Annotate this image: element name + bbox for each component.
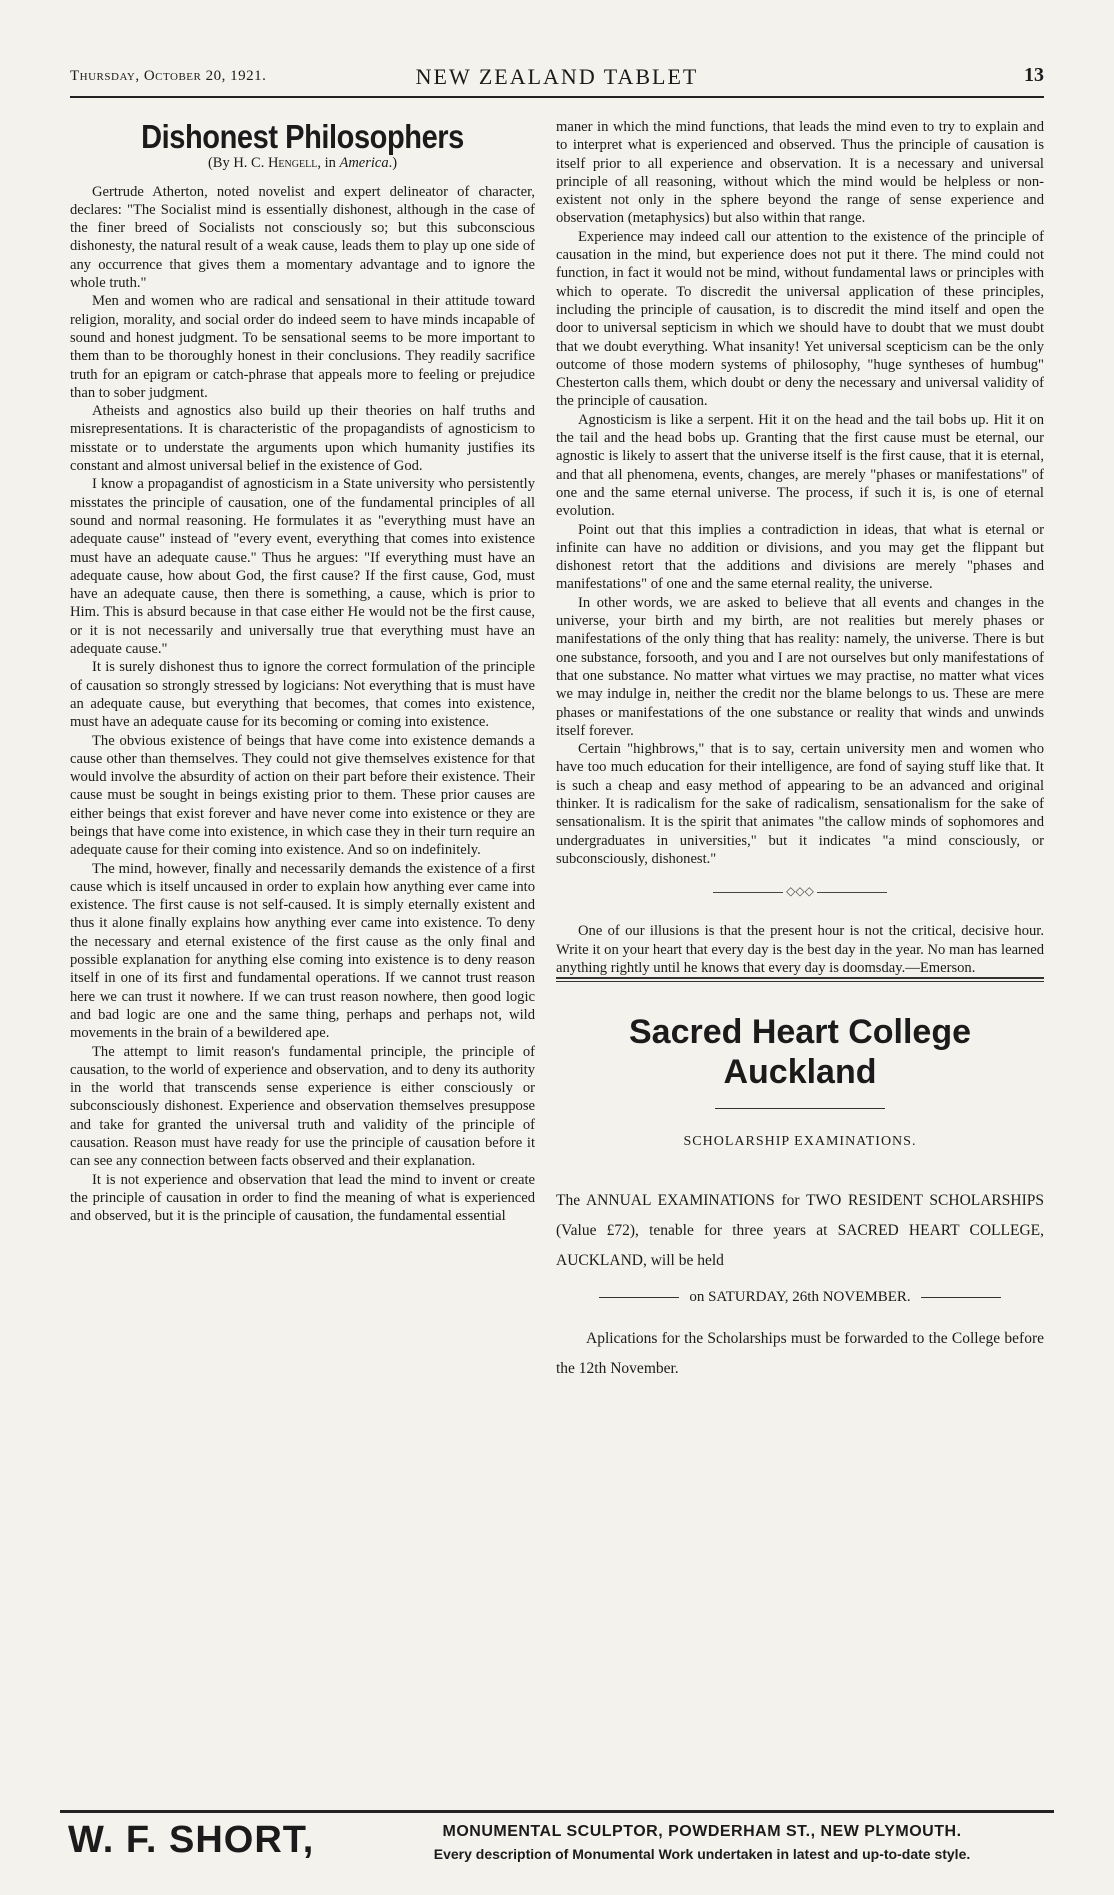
advert-rule bbox=[715, 1108, 885, 1109]
article-paragraph: In other words, we are asked to believe that all events and changes in the universe, your birth and my birth, are not realities but merely phases or manifestations of the only thing that has reality: namely, the universe. There is but one substance, forsooth, and you and I are not ourselves but only manifestations of that one substance. No matter what virtues we may practise, no matter what vices we may indulge in, neither the credit nor the blame belongs to us. These are mere phases or manifestations of the one substance or reality that winds and unwinds itself forever. bbox=[556, 594, 1044, 739]
advert-subtitle: SCHOLARSHIP EXAMINATIONS. bbox=[683, 1134, 917, 1150]
issue-date: Thursday, October 20, 1921. bbox=[70, 68, 267, 84]
section-ornament bbox=[556, 882, 1044, 900]
article-paragraph: Point out that this implies a contradiction in ideas, that what is eternal or infinite can have no addition or divisions, and you may get the flippant but dishonest retort that the additions and divisions are merely "phases and manifestations" of one and the same eternal reality, the universe. bbox=[556, 521, 1044, 593]
article-paragraph: Atheists and agnostics also build up their theories on half truths and misrepresentations. It is characteristic of the propagandists of agnosticism to misstate or to understate the arguments upon which humanity justifies its constant and almost universal belief in the existence of God. bbox=[70, 403, 535, 475]
byline-author: H. C. Hengell bbox=[233, 155, 318, 172]
byline-mid: , in bbox=[317, 155, 340, 172]
right-column bbox=[556, 118, 1044, 1384]
article-paragraph: It is not experience and observation that lead the mind to invent or create the principle of causation in order to find the meaning of what is experienced and observed, but it is the principle of causation, the fundamental essential bbox=[70, 1171, 535, 1225]
article-paragraph: It is surely dishonest thus to ignore the correct formulation of the principle of causation so strongly stressed by logicians: Not everything that is must have an adequate cause, but everything that becomes, that comes into existence, must have an adequate cause for its becoming or coming into existence. bbox=[70, 659, 535, 731]
divider bbox=[556, 977, 1044, 982]
footer-advert bbox=[60, 1810, 1054, 1871]
advert-title-line1: Sacred Heart College bbox=[628, 1013, 972, 1052]
advert-application-note: Aplications for the Scholarships must be forwarded to the College before the 12th November. bbox=[556, 1329, 1044, 1377]
byline-suffix: .) bbox=[388, 155, 398, 172]
ornament-line bbox=[713, 892, 783, 893]
publication-title: NEW ZEALAND TABLET bbox=[415, 64, 699, 89]
footer-business-name: W. F. SHORT, bbox=[68, 1819, 315, 1861]
advert-date-line bbox=[556, 1288, 1044, 1306]
footer-address: MONUMENTAL SCULPTOR, POWDERHAM ST., NEW PLYMOUTH. bbox=[442, 1823, 962, 1840]
page-header bbox=[70, 62, 1044, 98]
ornament-glyph: ◇◇◇ bbox=[786, 884, 814, 899]
byline bbox=[70, 154, 535, 172]
footer-tagline: Every description of Monumental Work undertaken in latest and up-to-date style. bbox=[433, 1846, 971, 1862]
article-paragraph: I know a propagandist of agnosticism in a State university who persistently misstates the principle of causation, one of the fundamental principles of all sound and normal reasoning. He formulates it as "everything must have an adequate cause" instead of "every event, everything that comes into existence must have an adequate cause." Thus he argues: "If everything must have an adequate cause, how about God, the first cause? If the first cause, God, must have an adequate cause, then there is something, a cause, which is prior to Him. This is absurd because in that case either He would not be the first cause, or it is not necessarily and universally true that everything must have an adequate cause." bbox=[70, 476, 535, 658]
article-paragraph: Experience may indeed call our attention to the existence of the principle of causation in the mind, but experience does not put it there. The mind could not function, in fact it would not be mind, without fundamental laws or principles with which to operate. To discredit the universal application of these principles, including the principle of causation, is to discredit the mind itself and open the door to universal septicism in which we should have to doubt that we must doubt that we doubt everything. What insanity! Yet universal scepticism can be the only outcome of those modern systems of philosophy, "huge syntheses of humbug" Chesterton calls them, which doubt or deny the necessary and universal validity of the principle of causation. bbox=[556, 228, 1044, 410]
ornament-line bbox=[817, 892, 887, 893]
article-paragraph: The attempt to limit reason's fundamental principle, the principle of causation, to the world of experience and observation, and to deny its authority in the world that transcends sense experience is either consciously or subconsciously dishonest. Experience and observation themselves presuppose and take for granted the universal truth and validity of the principle of causation. Reason must have ready for use the principle of causation before it can see any connection between facts observed and their explanation. bbox=[70, 1043, 535, 1170]
dash-rule bbox=[599, 1297, 679, 1298]
article-title: Dishonest Philosophers bbox=[141, 118, 464, 155]
page-number: 13 bbox=[1024, 64, 1044, 86]
college-advert bbox=[556, 1012, 1044, 1384]
article-paragraph: Gertrude Atherton, noted novelist and expert delineator of character, declares: "The Socialist mind is essentially dishonest, although in the case of the finer breed of Socialists not consciously so; but this subconscious dishonesty, the natural result of a weak cause, leads them to play up one side of any occurrence that gives them a momentary advantage and to ignore the whole truth." bbox=[70, 183, 535, 292]
article-paragraph: Men and women who are radical and sensational in their attitude toward religion, morality, and social order do indeed seem to have minds incapable of sound and honest judgment. To be sensational seems to be more important to them than to be thoroughly honest in their conclusions. They readily sacrifice truth for an epigram or catch-phrase that appeals more to feeling or prejudice than to sober judgment. bbox=[70, 293, 535, 401]
byline-prefix: (By bbox=[207, 155, 234, 172]
dash-rule bbox=[921, 1297, 1001, 1298]
article-paragraph: Certain "highbrows," that is to say, certain university men and women who have too much education for their intelligence, are fond of saying stuff like that. It is such a cheap and easy method of appearing to be an advanced and original thinker. It is radicalism for the sake of radicalism, sensationalism for the sake of sensationalism. It is the spirit that animates "the callow minds of sophomores and undergraduates in universities," but it indicates "a mind consciously, or subconsciously, dishonest." bbox=[556, 741, 1044, 867]
article-paragraph: The mind, however, finally and necessarily demands the existence of a first cause which is itself uncaused in order to explain how anything ever came into existence. The first cause is not self-caused. It is simply eternally existent and thus it alone finally explains how anything ever came into existence. To deny the necessary and eternal existence of the first cause as the only final and possible explanation for anything else coming into existence is to deny reason itself in one of its first and fundamental operations. If we cannot trust reason here we can trust it nowhere. If we can trust reason nowhere, then good logic and bad logic are one and the same thing, perhaps and perhaps not, wild movements in the brain of a bewildered ape. bbox=[70, 860, 535, 1042]
emerson-quote: One of our illusions is that the present hour is not the critical, decisive hour. Write it on your heart that every day is the best day in the year. No man has learned anything rightly until he knows that every day is doomsday.—Emerson. bbox=[556, 923, 1044, 977]
advert-date: on SATURDAY, 26th NOVEMBER. bbox=[689, 1288, 911, 1305]
byline-source: America bbox=[339, 155, 389, 172]
advert-title-line2: Auckland bbox=[723, 1053, 877, 1092]
advert-body: The ANNUAL EXAMINATIONS for TWO RESIDENT SCHOLARSHIPS (Value £72), tenable for three years at SACRED HEART COLLEGE, AUCKLAND, will be held bbox=[556, 1191, 1044, 1269]
article-paragraph: Agnosticism is like a serpent. Hit it on the head and the tail bobs up. Hit it on the tail and the head bobs up. Granting that the first cause must be eternal, our agnostic is likely to assert that the universe itself is the first cause, that it is eternal, and that all phenomena, events, changes, are merely "phases or manifestations" of one and the same eternal universe. The process, if such it is, is one of eternal evolution. bbox=[556, 411, 1044, 520]
left-column bbox=[70, 118, 535, 1226]
article-continuation: maner in which the mind functions, that leads the mind even to try to explain and to interpret what is experienced and observed. Thus the principle of causation is itself prior to all experience and observation. It is a necessary and universal principle of all reasoning, without which the mind would be helpless or non-existent not only in the sphere beyond the range of sense experience and observation (metaphysics) but also within that range. bbox=[556, 119, 1044, 227]
article-paragraph: The obvious existence of beings that have come into existence demands a cause other than themselves. They could not give themselves existence for that would involve the absurdity of action on their part before their existence. Their cause must be sought in beings existing prior to them. These prior causes are either beings that exist forever and have never come into existence or they are beings that have come into existence, in which case they in their turn require an adequate cause for their coming into existence. And so on indefinitely. bbox=[70, 732, 535, 859]
